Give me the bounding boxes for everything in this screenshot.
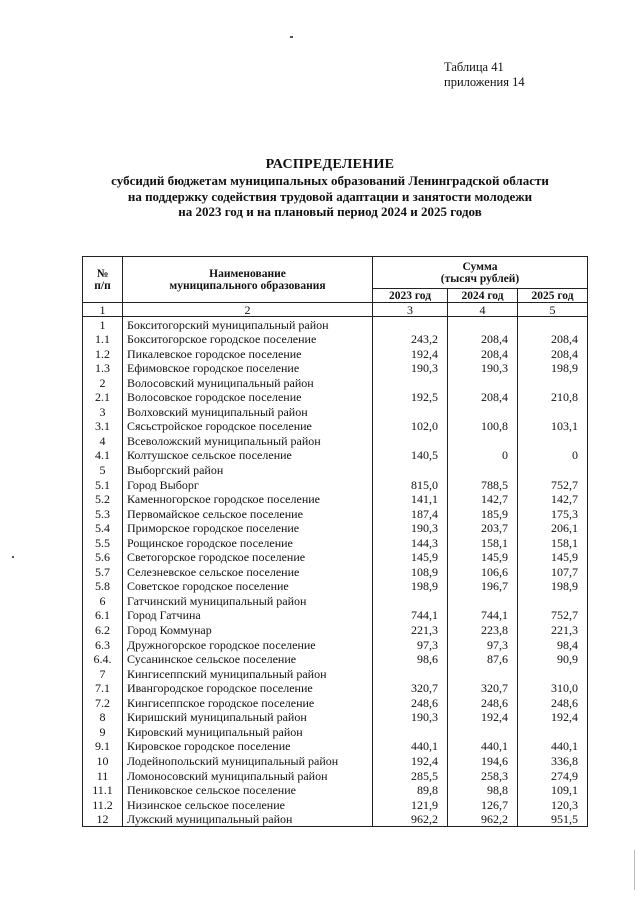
title-line-3: на 2023 год и на плановый период 2024 и 2025 годов: [178, 204, 482, 219]
amount-2023: 744,1: [373, 608, 448, 623]
amount-2023: [373, 593, 448, 608]
municipality-name: Рощинское городское поселение: [123, 535, 373, 550]
amount-2024: [448, 404, 518, 419]
amount-2023: 962,2: [373, 812, 448, 827]
table-row: [83, 637, 588, 652]
amount-2023: 192,5: [373, 390, 448, 405]
amount-2023: 102,0: [373, 419, 448, 434]
col-header-sum: Сумма (тысяч рублей): [373, 257, 588, 289]
municipality-name: Сусанинское сельское поселение: [123, 652, 373, 667]
amount-2023: 190,3: [373, 710, 448, 725]
amount-2025: [518, 404, 588, 419]
table-row: [83, 477, 588, 492]
amount-2025: 208,4: [518, 332, 588, 347]
table-row: [83, 535, 588, 550]
amount-2023: 192,4: [373, 346, 448, 361]
table-row: [83, 608, 588, 623]
amount-2023: 285,5: [373, 768, 448, 783]
amount-2024: 320,7: [448, 681, 518, 696]
row-number: 2: [83, 375, 123, 390]
row-number: 4.1: [83, 448, 123, 463]
table-row: [83, 666, 588, 681]
table-row: [83, 317, 588, 332]
amount-2023: [373, 317, 448, 332]
municipality-name: Лужский муниципальный район: [123, 812, 373, 827]
amount-2023: [373, 462, 448, 477]
amount-2023: 440,1: [373, 739, 448, 754]
scan-speck: [634, 850, 635, 890]
municipality-name: Ивангородское городское поселение: [123, 681, 373, 696]
amount-2024: 208,4: [448, 332, 518, 347]
row-number: 5: [83, 462, 123, 477]
amount-2023: 187,4: [373, 506, 448, 521]
amount-2024: 203,7: [448, 521, 518, 536]
scan-speck: [12, 556, 14, 558]
amount-2024: 126,7: [448, 797, 518, 812]
amount-2025: 310,0: [518, 681, 588, 696]
amount-2023: 192,4: [373, 753, 448, 768]
row-number: 5.1: [83, 477, 123, 492]
index-cell: 5: [518, 303, 588, 317]
amount-2025: [518, 317, 588, 332]
amount-2023: 198,9: [373, 579, 448, 594]
col-header-2024: 2024 год: [448, 289, 518, 303]
table-row: [83, 753, 588, 768]
table-row: [83, 390, 588, 405]
row-number: 6.1: [83, 608, 123, 623]
amount-2023: 108,9: [373, 564, 448, 579]
amount-2024: 0: [448, 448, 518, 463]
amount-2025: [518, 593, 588, 608]
amount-2025: [518, 462, 588, 477]
table-row: [83, 710, 588, 725]
amount-2024: [448, 317, 518, 332]
amount-2023: 320,7: [373, 681, 448, 696]
row-number: 11: [83, 768, 123, 783]
index-cell: 2: [123, 303, 373, 317]
table-row: [83, 681, 588, 696]
row-number: 5.5: [83, 535, 123, 550]
appendix-number: приложения 14: [444, 75, 525, 89]
table-row: [83, 695, 588, 710]
municipality-name: Волховский муниципальный район: [123, 404, 373, 419]
table-row: [83, 768, 588, 783]
amount-2025: 208,4: [518, 346, 588, 361]
municipality-name: Ломоносовский муниципальный район: [123, 768, 373, 783]
row-number: 9: [83, 724, 123, 739]
amount-2024: 208,4: [448, 346, 518, 361]
row-number: 7: [83, 666, 123, 681]
row-number: 11.1: [83, 783, 123, 798]
amount-2024: 185,9: [448, 506, 518, 521]
amount-2025: 158,1: [518, 535, 588, 550]
amount-2024: 744,1: [448, 608, 518, 623]
amount-2024: 208,4: [448, 390, 518, 405]
row-number: 8: [83, 710, 123, 725]
amount-2024: 158,1: [448, 535, 518, 550]
document-title: [60, 156, 600, 220]
row-number: 9.1: [83, 739, 123, 754]
table-row: [83, 550, 588, 565]
amount-2025: 198,9: [518, 579, 588, 594]
amount-2025: 210,8: [518, 390, 588, 405]
amount-2023: 221,3: [373, 622, 448, 637]
index-cell: 3: [373, 303, 448, 317]
row-number: 5.4: [83, 521, 123, 536]
municipality-name: Город Выборг: [123, 477, 373, 492]
row-number: 11.2: [83, 797, 123, 812]
table-row: [83, 419, 588, 434]
amount-2025: [518, 433, 588, 448]
col-header-name: Наименование муниципального образования: [123, 257, 373, 303]
amount-2024: [448, 724, 518, 739]
amount-2024: 223,8: [448, 622, 518, 637]
table-number: Таблица 41: [444, 60, 504, 74]
row-number: 5.6: [83, 550, 123, 565]
amount-2025: 951,5: [518, 812, 588, 827]
title-line-2: на поддержку содействия трудовой адаптации и занятости молодежи: [127, 188, 533, 204]
title-main: РАСПРЕДЕЛЕНИЕ: [265, 157, 395, 172]
municipality-name: Селезневское сельское поселение: [123, 564, 373, 579]
table-row: [83, 724, 588, 739]
amount-2025: 175,3: [518, 506, 588, 521]
row-number: 7.1: [83, 681, 123, 696]
row-number: 5.3: [83, 506, 123, 521]
amount-2025: 752,7: [518, 477, 588, 492]
amount-2023: 190,3: [373, 521, 448, 536]
municipality-name: Кировский муниципальный район: [123, 724, 373, 739]
amount-2023: 121,9: [373, 797, 448, 812]
amount-2023: 815,0: [373, 477, 448, 492]
table-row: [83, 521, 588, 536]
row-number: 1: [83, 317, 123, 332]
municipality-name: Бокситогорское городское поселение: [123, 332, 373, 347]
amount-2023: 145,9: [373, 550, 448, 565]
table-row: [83, 622, 588, 637]
table-row: [83, 492, 588, 507]
table-row: [83, 332, 588, 347]
row-number: 1.1: [83, 332, 123, 347]
table-row: [83, 579, 588, 594]
amount-2025: 103,1: [518, 419, 588, 434]
row-number: 5.7: [83, 564, 123, 579]
amount-2025: [518, 375, 588, 390]
amount-2025: 752,7: [518, 608, 588, 623]
amount-2024: 87,6: [448, 652, 518, 667]
row-number: 5.2: [83, 492, 123, 507]
amount-2024: 196,7: [448, 579, 518, 594]
amount-2025: 192,4: [518, 710, 588, 725]
table-row: [83, 652, 588, 667]
municipality-name: Первомайское сельское поселение: [123, 506, 373, 521]
municipality-name: Всеволожский муниципальный район: [123, 433, 373, 448]
municipality-name: Гатчинский муниципальный район: [123, 593, 373, 608]
row-number: 12: [83, 812, 123, 827]
amount-2024: [448, 666, 518, 681]
column-index-row: [83, 303, 588, 317]
municipality-name: Приморское городское поселение: [123, 521, 373, 536]
amount-2025: 440,1: [518, 739, 588, 754]
amount-2025: 336,8: [518, 753, 588, 768]
distribution-table: [82, 256, 588, 827]
amount-2024: 440,1: [448, 739, 518, 754]
amount-2024: [448, 433, 518, 448]
amount-2025: 109,1: [518, 783, 588, 798]
amount-2023: 89,8: [373, 783, 448, 798]
amount-2024: 190,3: [448, 361, 518, 376]
amount-2025: 206,1: [518, 521, 588, 536]
amount-2024: 142,7: [448, 492, 518, 507]
row-number: 3: [83, 404, 123, 419]
amount-2024: 962,2: [448, 812, 518, 827]
amount-2023: 140,5: [373, 448, 448, 463]
municipality-name: Сясьстройское городское поселение: [123, 419, 373, 434]
municipality-name: Советское городское поселение: [123, 579, 373, 594]
amount-2025: 198,9: [518, 361, 588, 376]
amount-2025: 120,3: [518, 797, 588, 812]
amount-2025: 90,9: [518, 652, 588, 667]
index-cell: 4: [448, 303, 518, 317]
amount-2025: 274,9: [518, 768, 588, 783]
table-row: [83, 812, 588, 827]
amount-2025: 0: [518, 448, 588, 463]
amount-2023: 98,6: [373, 652, 448, 667]
amount-2025: 98,4: [518, 637, 588, 652]
title-line-1: субсидий бюджетам муниципальных образований Ленинградской области: [111, 173, 549, 188]
amount-2023: 97,3: [373, 637, 448, 652]
col-header-2023: 2023 год: [373, 289, 448, 303]
row-number: 6.2: [83, 622, 123, 637]
municipality-name: Кировское городское поселение: [123, 739, 373, 754]
municipality-name: Низинское сельское поселение: [123, 797, 373, 812]
index-cell: 1: [83, 303, 123, 317]
amount-2025: [518, 666, 588, 681]
amount-2023: [373, 724, 448, 739]
municipality-name: Пикалевское городское поселение: [123, 346, 373, 361]
row-number: 1.2: [83, 346, 123, 361]
table-row: [83, 462, 588, 477]
table-row: [83, 433, 588, 448]
municipality-name: Лодейнопольский муниципальный район: [123, 753, 373, 768]
col-header-number: № п/п: [83, 257, 123, 303]
municipality-name: Город Гатчина: [123, 608, 373, 623]
municipality-name: Каменногорское городское поселение: [123, 492, 373, 507]
row-number: 6.4.: [83, 652, 123, 667]
municipality-name: Волосовский муниципальный район: [123, 375, 373, 390]
table-row: [83, 361, 588, 376]
amount-2023: [373, 433, 448, 448]
amount-2023: [373, 404, 448, 419]
amount-2024: 97,3: [448, 637, 518, 652]
amount-2023: 248,6: [373, 695, 448, 710]
municipality-name: Пениковское сельское поселение: [123, 783, 373, 798]
table-row: [83, 783, 588, 798]
municipality-name: Город Коммунар: [123, 622, 373, 637]
amount-2025: 221,3: [518, 622, 588, 637]
municipality-name: Кингисеппское городское поселение: [123, 695, 373, 710]
row-number: 3.1: [83, 419, 123, 434]
row-number: 6: [83, 593, 123, 608]
amount-2025: 107,7: [518, 564, 588, 579]
amount-2024: [448, 593, 518, 608]
amount-2024: 258,3: [448, 768, 518, 783]
amount-2024: [448, 375, 518, 390]
row-number: 1.3: [83, 361, 123, 376]
col-header-2025: 2025 год: [518, 289, 588, 303]
municipality-name: Выборгский район: [123, 462, 373, 477]
amount-2023: [373, 666, 448, 681]
amount-2024: 192,4: [448, 710, 518, 725]
amount-2025: 145,9: [518, 550, 588, 565]
amount-2024: 145,9: [448, 550, 518, 565]
table-row: [83, 593, 588, 608]
table-row: [83, 375, 588, 390]
amount-2024: 98,8: [448, 783, 518, 798]
amount-2024: 788,5: [448, 477, 518, 492]
amount-2025: 142,7: [518, 492, 588, 507]
municipality-name: Бокситогорский муниципальный район: [123, 317, 373, 332]
row-number: 2.1: [83, 390, 123, 405]
table-row: [83, 739, 588, 754]
municipality-name: Кингисеппский муниципальный район: [123, 666, 373, 681]
amount-2024: [448, 462, 518, 477]
amount-2024: 194,6: [448, 753, 518, 768]
table-row: [83, 404, 588, 419]
table-row: [83, 448, 588, 463]
row-number: 6.3: [83, 637, 123, 652]
amount-2023: 190,3: [373, 361, 448, 376]
municipality-name: Светогорское городское поселение: [123, 550, 373, 565]
amount-2025: 248,6: [518, 695, 588, 710]
amount-2024: 106,6: [448, 564, 518, 579]
row-number: 10: [83, 753, 123, 768]
amount-2024: 100,8: [448, 419, 518, 434]
table-row: [83, 346, 588, 361]
amount-2023: 141,1: [373, 492, 448, 507]
amount-2024: 248,6: [448, 695, 518, 710]
amount-2023: 144,3: [373, 535, 448, 550]
amount-2025: [518, 724, 588, 739]
row-number: 7.2: [83, 695, 123, 710]
amount-2023: 243,2: [373, 332, 448, 347]
municipality-name: Дружногорское городское поселение: [123, 637, 373, 652]
municipality-name: Колтушское сельское поселение: [123, 448, 373, 463]
amount-2023: [373, 375, 448, 390]
municipality-name: Волосовское городское поселение: [123, 390, 373, 405]
municipality-name: Киришский муниципальный район: [123, 710, 373, 725]
row-number: 5.8: [83, 579, 123, 594]
table-row: [83, 564, 588, 579]
table-row: [83, 797, 588, 812]
row-number: 4: [83, 433, 123, 448]
table-row: [83, 506, 588, 521]
table-reference: [444, 60, 525, 90]
scan-speck: [290, 36, 293, 38]
municipality-name: Ефимовское городское поселение: [123, 361, 373, 376]
